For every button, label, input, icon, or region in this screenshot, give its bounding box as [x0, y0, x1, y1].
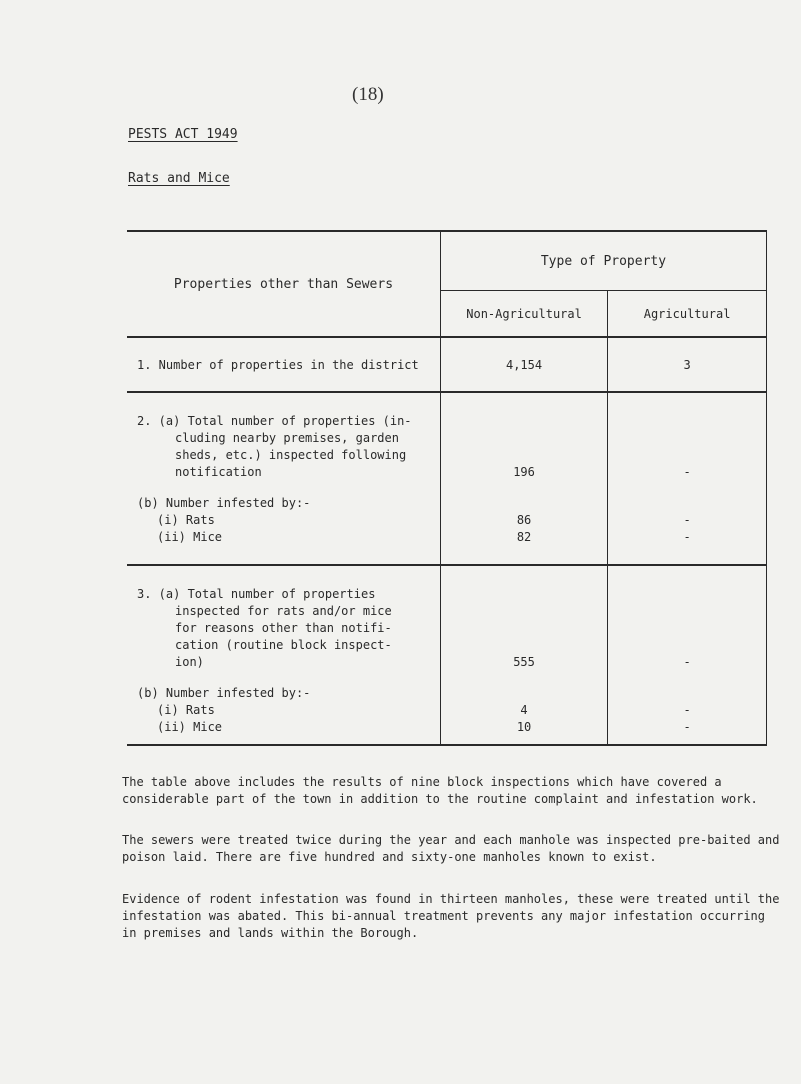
row2-a-ag: -	[683, 465, 691, 479]
heading-rats-and-mice: Rats and Mice	[128, 171, 230, 186]
row2-line: 2. (a) Total number of properties (in-	[137, 414, 412, 428]
row3-mice-nonag: 10	[516, 720, 532, 734]
row3-line: cation (routine block inspect-	[175, 638, 392, 652]
row2-mice-ag: -	[683, 530, 691, 544]
row1-label: 1. Number of properties in the district	[127, 337, 440, 392]
row3-mice-label: (ii) Mice	[157, 720, 223, 734]
row2-line: sheds, etc.) inspected following	[175, 448, 407, 462]
row3-b-label: (b) Number infested by:-	[137, 686, 311, 700]
table-row	[127, 392, 767, 565]
paragraph-sewers: The sewers were treated twice during the year and each manhole was inspected pre-baited and poison laid. There are five hundred and sixty-one manholes known to exist.	[122, 833, 780, 864]
agricultural-header: Agricultural	[608, 291, 767, 338]
row3-rats-label: (i) Rats	[157, 703, 215, 717]
row1-ag: 3	[608, 337, 767, 392]
row3-line: ion)	[175, 655, 204, 669]
row-header: Properties other than Sewers	[127, 231, 440, 337]
row2-rats-label: (i) Rats	[157, 513, 215, 527]
row2-label	[127, 392, 440, 565]
row3-mice-ag: -	[683, 720, 691, 734]
row3-line: inspected for rats and/or mice	[175, 604, 392, 618]
row3-rats-nonag: 4	[520, 703, 528, 717]
page-number: (18)	[352, 84, 384, 105]
row3-nonag	[440, 565, 607, 745]
row3-a-nonag: 555	[513, 655, 535, 669]
rodent-table	[127, 230, 767, 746]
non-agricultural-header: Non-Agricultural	[440, 291, 607, 338]
row2-ag	[608, 392, 767, 565]
row2-a-nonag: 196	[513, 465, 535, 479]
row2-line: notification	[175, 465, 262, 479]
row2-b-label: (b) Number infested by:-	[137, 496, 311, 510]
row3-line: 3. (a) Total number of properties	[137, 587, 376, 601]
paragraph-rodent-evidence: Evidence of rodent infestation was found in thirteen manholes, these were treated until the infestation was abated. This bi-annual treatment prevents any major infestation occurring in premises and lands within the Borough.	[122, 892, 780, 940]
row1-nonag: 4,154	[440, 337, 607, 392]
row3-rats-ag: -	[683, 703, 691, 717]
row3-label	[127, 565, 440, 745]
row2-nonag	[440, 392, 607, 565]
row2-mice-label: (ii) Mice	[157, 530, 223, 544]
row3-line: for reasons other than notifi-	[175, 621, 392, 635]
table-row	[127, 565, 767, 745]
row3-ag	[608, 565, 767, 745]
paragraph-block-inspections: The table above includes the results of nine block inspections which have covered a considerable part of the town in addition to the routine complaint and infestation work.	[122, 775, 758, 806]
row2-rats-ag: -	[683, 513, 691, 527]
row2-mice-nonag: 82	[516, 530, 532, 544]
heading-pests-act: PESTS ACT 1949	[128, 127, 238, 142]
type-of-property-header: Type of Property	[440, 231, 766, 291]
table-row	[127, 337, 767, 392]
row2-rats-nonag: 86	[516, 513, 532, 527]
row2-line: cluding nearby premises, garden	[175, 431, 399, 445]
row3-a-ag: -	[683, 655, 691, 669]
